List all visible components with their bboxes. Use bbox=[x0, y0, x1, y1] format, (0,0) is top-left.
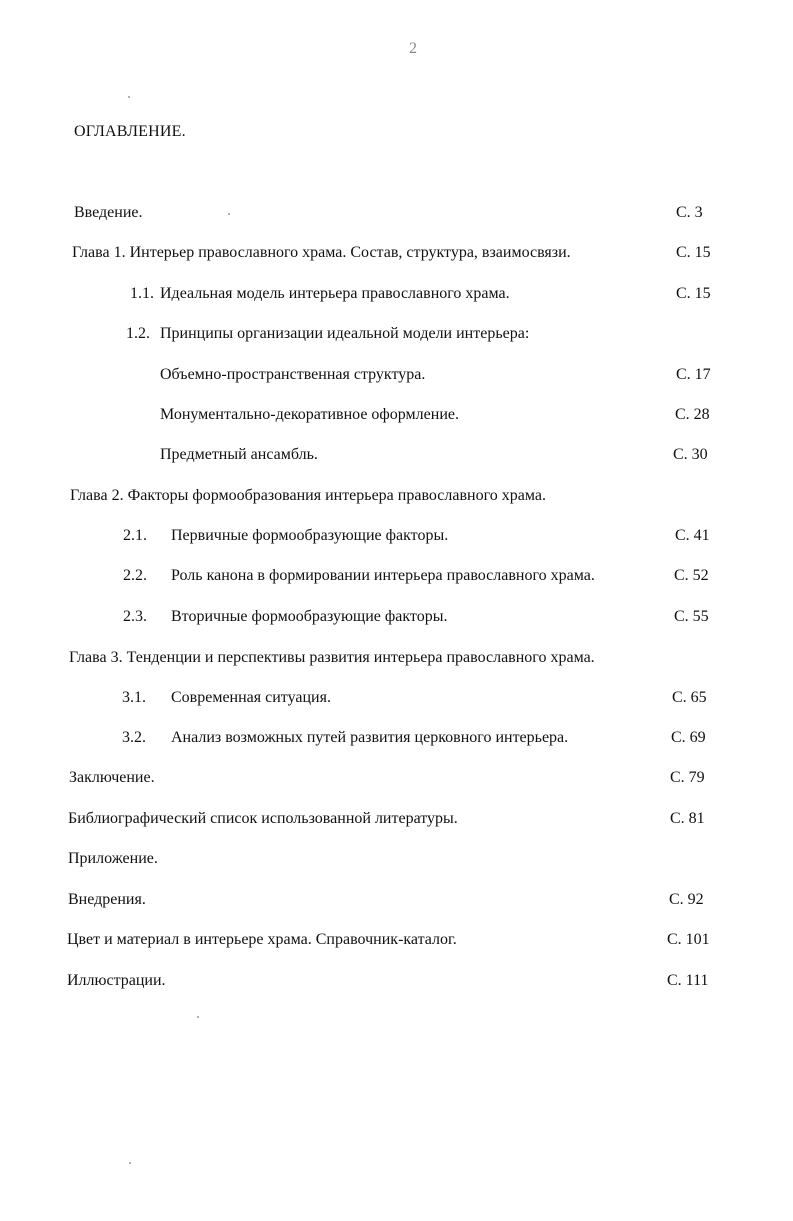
toc-entry-text: Приложение. bbox=[68, 850, 158, 867]
toc-entry-text: Иллюстрации. bbox=[67, 972, 166, 989]
toc-entry-number: 3.1. bbox=[122, 689, 146, 706]
toc-entry-text: Цвет и материал в интерьере храма. Справочник-каталог. bbox=[67, 931, 457, 948]
toc-entry-page: С. 17 bbox=[676, 366, 711, 383]
scan-speck bbox=[228, 213, 230, 215]
toc-entry-page: С. 111 bbox=[667, 972, 709, 989]
toc-entry-text: Идеальная модель интерьера православного храма. bbox=[160, 285, 510, 302]
toc-entry-page: С. 81 bbox=[670, 810, 705, 827]
toc-entry-page: С. 92 bbox=[669, 891, 704, 908]
toc-title: ОГЛАВЛЕНИЕ. bbox=[74, 123, 186, 140]
scan-speck bbox=[129, 1162, 131, 1164]
page-number: 2 bbox=[409, 40, 417, 57]
toc-entry-number: 1.1. bbox=[130, 285, 154, 302]
toc-entry-number: 2.2. bbox=[123, 567, 147, 584]
toc-entry-text: Заключение. bbox=[69, 769, 155, 786]
toc-entry-page: С. 3 bbox=[676, 204, 703, 221]
toc-entry-number: 3.2. bbox=[122, 729, 146, 746]
toc-entry-text: Библиографический список использованной литературы. bbox=[68, 810, 458, 827]
toc-entry-page: С. 65 bbox=[672, 689, 707, 706]
toc-entry-page: С. 15 bbox=[676, 244, 711, 261]
toc-entry-text: Объемно-пространственная структура. bbox=[160, 366, 426, 383]
toc-entry-page: С. 52 bbox=[674, 567, 709, 584]
toc-entry-text: Современная ситуация. bbox=[171, 689, 331, 706]
scan-speck bbox=[128, 96, 130, 98]
toc-entry-page: С. 41 bbox=[675, 527, 710, 544]
toc-entry-text: Глава 3. Тенденции и перспективы развития интерьера православного храма. bbox=[69, 649, 595, 666]
toc-entry-text: Первичные формообразующие факторы. bbox=[171, 527, 449, 544]
toc-entry-page: С. 15 bbox=[676, 285, 711, 302]
toc-entry-page: С. 30 bbox=[673, 446, 708, 463]
toc-entry-page: С. 55 bbox=[674, 608, 709, 625]
toc-entry-text: Предметный ансамбль. bbox=[160, 446, 318, 463]
toc-entry-text: Глава 1. Интерьер православного храма. Состав, структура, взаимосвязи. bbox=[72, 244, 571, 261]
toc-entry-number: 2.3. bbox=[123, 608, 147, 625]
toc-entry-text: Роль канона в формировании интерьера православного храма. bbox=[171, 567, 595, 584]
toc-entry-page: С. 69 bbox=[671, 729, 706, 746]
toc-entry-text: Принципы организации идеальной модели интерьера: bbox=[160, 325, 530, 342]
toc-entry-text: Введение. bbox=[74, 204, 143, 221]
toc-entry-text: Анализ возможных путей развития церковного интерьера. bbox=[171, 729, 569, 746]
toc-entry-text: Глава 2. Факторы формообразования интерьера православного храма. bbox=[70, 487, 546, 504]
toc-entry-page: С. 101 bbox=[667, 931, 710, 948]
scan-speck bbox=[197, 1016, 199, 1018]
toc-entry-text: Вторичные формообразующие факторы. bbox=[171, 608, 448, 625]
toc-entry-page: С. 28 bbox=[675, 406, 710, 423]
toc-entry-page: С. 79 bbox=[670, 769, 705, 786]
toc-entry-number: 1.2. bbox=[126, 325, 150, 342]
toc-entry-text: Монументально-декоративное оформление. bbox=[160, 406, 459, 423]
toc-entry-number: 2.1. bbox=[123, 527, 147, 544]
toc-entry-text: Внедрения. bbox=[68, 891, 146, 908]
